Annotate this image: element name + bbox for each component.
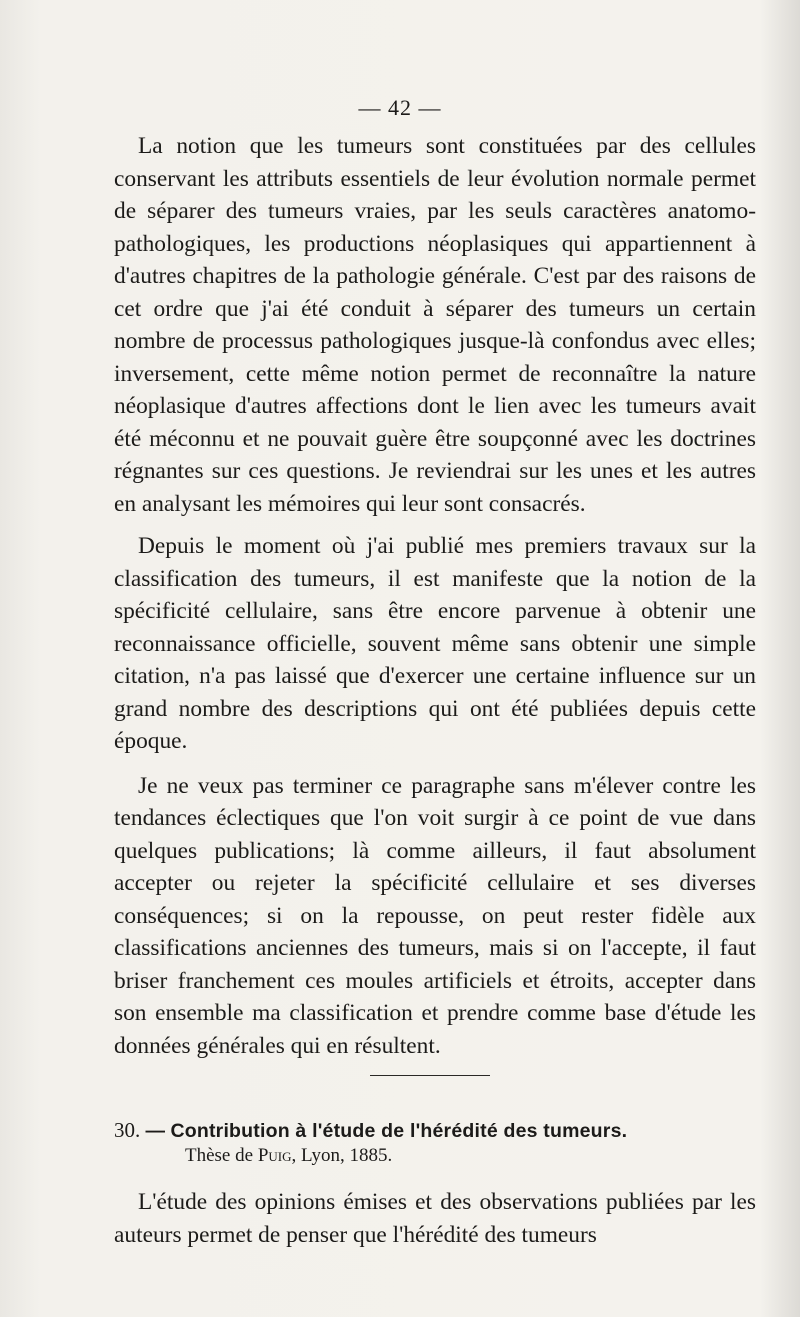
paragraph-4: L'étude des opinions émises et des observations publiées par les auteurs permet de penser que l'hérédité des tumeurs	[114, 1189, 756, 1248]
final-text	[114, 1186, 756, 1251]
paragraph-2: Depuis le moment où j'ai publié mes premiers travaux sur la classification des tumeurs, il est manifeste que la notion de la spécificité cellulaire, sans être encore parvenue à obtenir une reconnaissance officielle, souvent même sans obtenir une simple citation, n'a pas laissé que d'exercer une certaine influence sur un grand nombre des descriptions qui ont été publiées depuis cette époque.	[114, 533, 756, 754]
section-divider	[370, 1075, 490, 1076]
entry-thesis-line	[185, 1145, 756, 1167]
thesis-author: Puig	[257, 1145, 292, 1166]
bibliography-entry	[114, 1118, 756, 1167]
thesis-prefix: Thèse de	[185, 1145, 254, 1166]
paragraph-1: La notion que les tumeurs sont constituées par des cellules conservant les attributs essentiels de leur évolution normale permet de séparer des tumeurs vraies, par les seuls caractères anatomo-pathologiques, les productions néoplasiques qui appartiennent à d'autres chapitres de la pathologie générale. C'est par des raisons de cet ordre que j'ai été conduit à séparer des tumeurs un certain nombre de processus pathologiques jusque-là confondus avec elles; inversement, cette même notion permet de reconnaître la nature néoplasique d'autres affections dont le lien avec les tumeurs avait été méconnu et ne pouvait guère être soupçonné avec les doctrines régnantes sur ces questions. Je reviendrai sur les unes et les autres en analysant les mémoires qui leur sont consacrés.	[114, 133, 756, 517]
page-number: — 42 —	[358, 95, 442, 120]
entry-dash: —	[145, 1120, 166, 1142]
body-text	[114, 130, 756, 1062]
entry-number: 30.	[114, 1118, 141, 1142]
entry-title: Contribution à l'étude de l'hérédité des tumeurs.	[170, 1120, 628, 1142]
paragraph-3: Je ne veux pas terminer ce paragraphe sans m'élever contre les tendances éclectiques que l'on voit surgir à ce point de vue dans quelques publications; là comme ailleurs, il faut absolument accepter ou rejeter la spécificité cellulaire et ses diverses conséquences; si on la repousse, on peut rester fidèle aux classifications anciennes des tumeurs, mais si on l'accepte, il faut briser franchement ces moules artificiels et étroits, accepter dans son ensemble ma classification et prendre comme base d'étude les données générales qui en résultent.	[114, 772, 756, 1059]
thesis-place-year: , Lyon, 1885.	[291, 1145, 393, 1166]
